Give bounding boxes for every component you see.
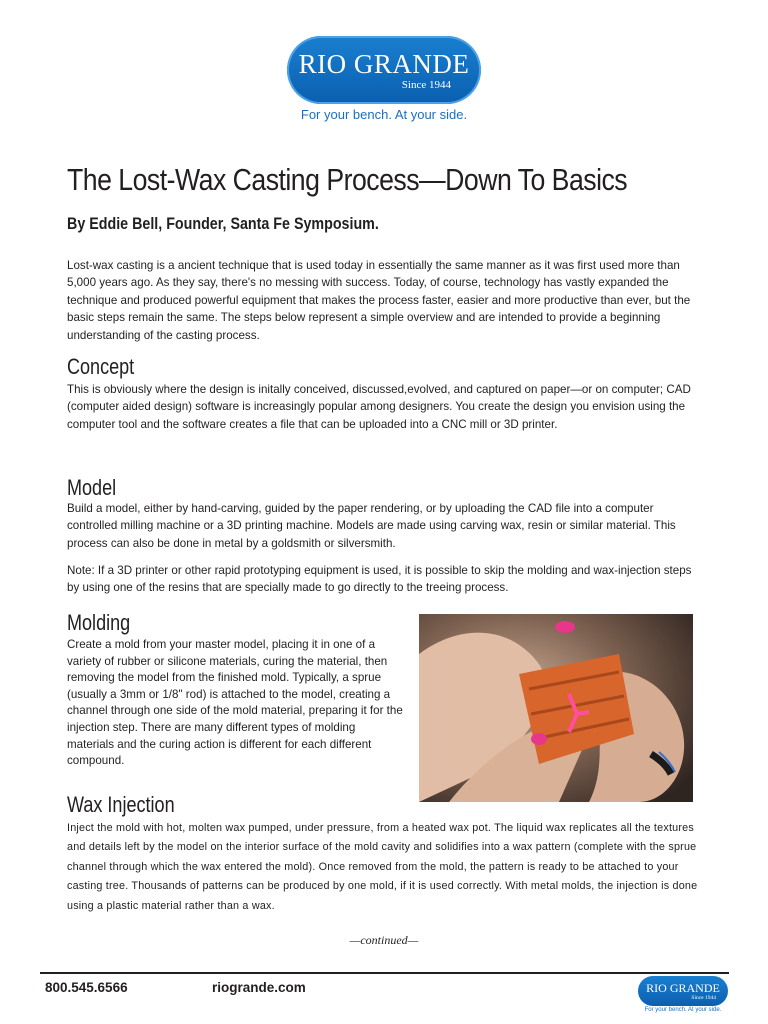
footer-logo-name: RIO GRANDE [646, 981, 720, 995]
hands-mold-image [419, 614, 693, 802]
byline: By Eddie Bell, Founder, Santa Fe Symposium. [67, 214, 379, 233]
model-paragraph: Build a model, either by hand-carving, guided by the paper rendering, or by uploading the CAD file into a computer controlled milling machine or a 3D printing machine. Models are made using carving wax, resin or similar material. This process can also be done in metal by a goldsmith or silversmith. [67, 502, 676, 550]
wax-injection-heading: Wax Injection [67, 792, 175, 817]
logo-since: Since 1944 [401, 79, 451, 91]
header-logo [0, 36, 768, 122]
footer-logo [637, 976, 729, 1013]
footer-website-link[interactable]: riogrande.com [212, 980, 306, 995]
page-title: The Lost-Wax Casting Process—Down To Basics [67, 162, 628, 197]
footer-logo-tagline: For your bench. At your side. [644, 1007, 722, 1013]
logo-tagline: For your bench. At your side. [300, 107, 468, 122]
molding-photo [419, 614, 693, 802]
continued-note: —continued— [349, 933, 419, 947]
molding-paragraph: Create a mold from your master model, placing it in one of a variety of rubber or silicone materials, curing the material, then removing the model from the finished mold. Typically, a sprue (usually a 3mm or 1/8" rod) is attached to the model, creating a channel through one side of the mold material, preparing it for the injection step. There are many different types of molding materials and the curing action is different for each different compound. [67, 638, 403, 768]
model-note: Note: If a 3D printer or other rapid prototyping equipment is used, it is possible to skip the molding and wax-injection steps by using one of the resins that are specially made to go directly to the treeing process. [67, 564, 692, 595]
model-heading: Model [67, 475, 117, 500]
concept-heading: Concept [67, 354, 135, 379]
footer-phone[interactable]: 800.545.6566 [45, 980, 128, 995]
intro-paragraph: Lost-wax casting is a ancient technique that is used today in essentially the same manner as it was first used more than 5,000 years ago. As they say, there's no messing with success. Today, of course, technology has vastly expanded the technique and produced powerful equipment that makes the process faster, easier and more productive than ever, but the basic steps remain the same. The steps below represent a simple overview and are intended to provide a beginning understanding of the casting process. [67, 259, 691, 342]
footer-logo-since: Since 1944 [691, 995, 716, 1001]
concept-paragraph: This is obviously where the design is initally conceived, discussed,evolved, and captured on paper—or on computer; CAD (computer aided design) software is increasingly popular among designers. You create the design you envision using the computer tool and the software creates a file that can be uploaded into a CNC mill or 3D printer. [67, 383, 691, 431]
footer-divider [40, 972, 729, 974]
logo-name: RIO GRANDE [298, 49, 470, 79]
footer-logo-badge [638, 976, 728, 1006]
molding-heading: Molding [67, 610, 131, 635]
logo-badge [287, 36, 481, 104]
wax-injection-paragraph: Inject the mold with hot, molten wax pumped, under pressure, from a heated wax pot. The liquid wax replicates all the textures and details left by the model on the interior surface of the mold cavity and solidifies into a wax pattern (complete with the sprue channel through which the wax entered the mold). Once removed from the mold, the pattern is ready to be attached to your casting tree. Thousands of patterns can be produced by one mold, if it is used correctly. With metal molds, the injection is done using a plastic material rather than a wax. [67, 822, 698, 912]
